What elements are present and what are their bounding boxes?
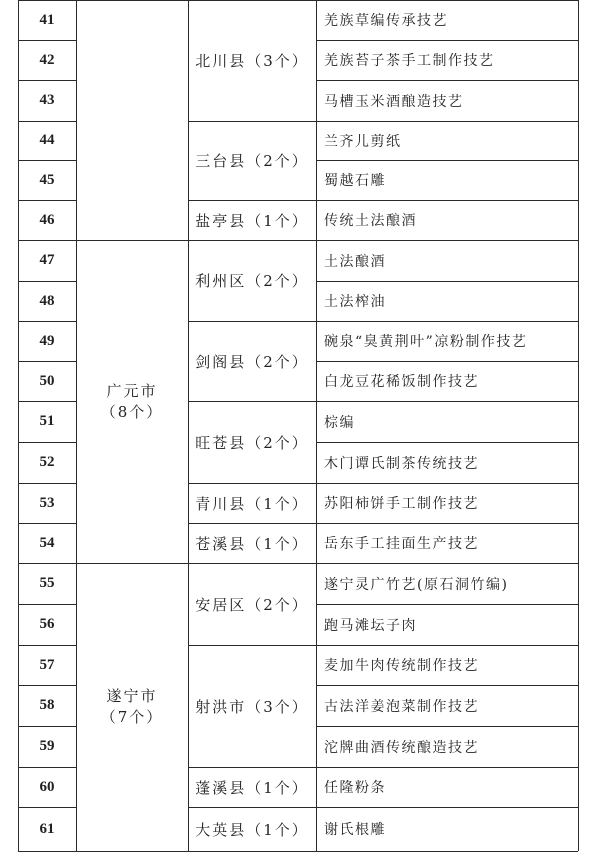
heritage-item: 碗泉“臭黄荆叶”凉粉制作技艺 [324,334,528,350]
heritage-item: 沱牌曲酒传统酿造技艺 [324,739,479,756]
row-number: 51 [39,413,55,429]
heritage-item: 古法洋姜泡菜制作技艺 [324,698,479,715]
row-number: 58 [39,697,55,713]
row-number: 44 [39,132,55,148]
city-cell [76,0,188,240]
heritage-item: 土法酿酒 [324,253,386,270]
county-cell: 青川县（1个） [195,494,309,513]
row-number: 59 [39,738,55,754]
row-number: 53 [39,494,55,511]
county-cell: 剑阁县（2个） [195,352,309,371]
city-name: 广元市 [106,381,158,400]
row-number: 47 [39,252,55,268]
county-cell: 盐亭县（1个） [195,211,309,230]
city-cell [76,240,188,563]
row-number: 50 [39,372,55,389]
heritage-item: 羌族草编传承技艺 [324,13,448,29]
heritage-item: 木门谭氏制茶传统技艺 [324,455,479,472]
row-number: 42 [39,51,55,68]
city-count: （7个） [100,708,164,726]
heritage-item: 岳东手工挂面生产技艺 [324,536,479,552]
county-cell: 大英县（1个） [195,820,309,839]
heritage-item: 兰齐儿剪纸 [324,133,402,150]
city-name: 遂宁市 [106,687,158,705]
row-number: 61 [39,820,55,837]
county-cell: 蓬溪县（1个） [195,778,309,797]
city-cell [76,563,188,851]
heritage-item: 传统土法酿酒 [324,213,417,229]
row-number: 60 [39,778,55,795]
row-number: 52 [39,454,55,470]
heritage-item: 土法榨油 [324,294,386,310]
county-cell: 苍溪县（1个） [195,534,309,553]
heritage-item: 跑马滩坛子肉 [324,617,417,634]
heritage-item: 白龙豆花稀饭制作技艺 [324,374,479,390]
row-border-number [18,851,76,852]
row-number: 41 [39,11,55,28]
row-number: 46 [39,211,55,228]
county-cell: 利州区（2个） [195,272,309,290]
heritage-item: 苏阳柿饼手工制作技艺 [324,496,479,512]
heritage-item: 棕编 [324,414,355,431]
column-border-4 [578,0,579,851]
county-cell: 三台县（2个） [195,152,309,170]
heritage-item: 蜀越石雕 [324,173,386,189]
heritage-item: 谢氏根雕 [324,822,386,838]
city-border [76,851,188,852]
county-cell: 旺苍县（2个） [195,433,309,452]
heritage-item: 麦加牛肉传统制作技艺 [324,658,479,674]
row-number: 48 [39,292,55,309]
county-border [188,851,316,852]
county-cell: 射洪市（3个） [195,697,309,716]
heritage-item: 羌族苔子茶手工制作技艺 [324,53,495,69]
heritage-item: 任隆粉条 [324,780,386,796]
row-number: 54 [39,534,55,551]
row-number: 55 [39,575,55,591]
row-border-item [316,851,578,852]
county-cell: 北川县（3个） [195,52,309,70]
heritage-item: 马槽玉米酒酿造技艺 [324,93,464,110]
city-count: （8个） [100,402,164,421]
row-number: 57 [39,656,55,673]
row-number: 49 [39,332,55,349]
row-number: 56 [39,616,55,632]
county-cell: 安居区（2个） [195,595,309,614]
heritage-item: 遂宁灵广竹艺(原石洞竹编) [324,576,509,593]
row-number: 43 [39,92,55,108]
row-number: 45 [39,171,55,188]
